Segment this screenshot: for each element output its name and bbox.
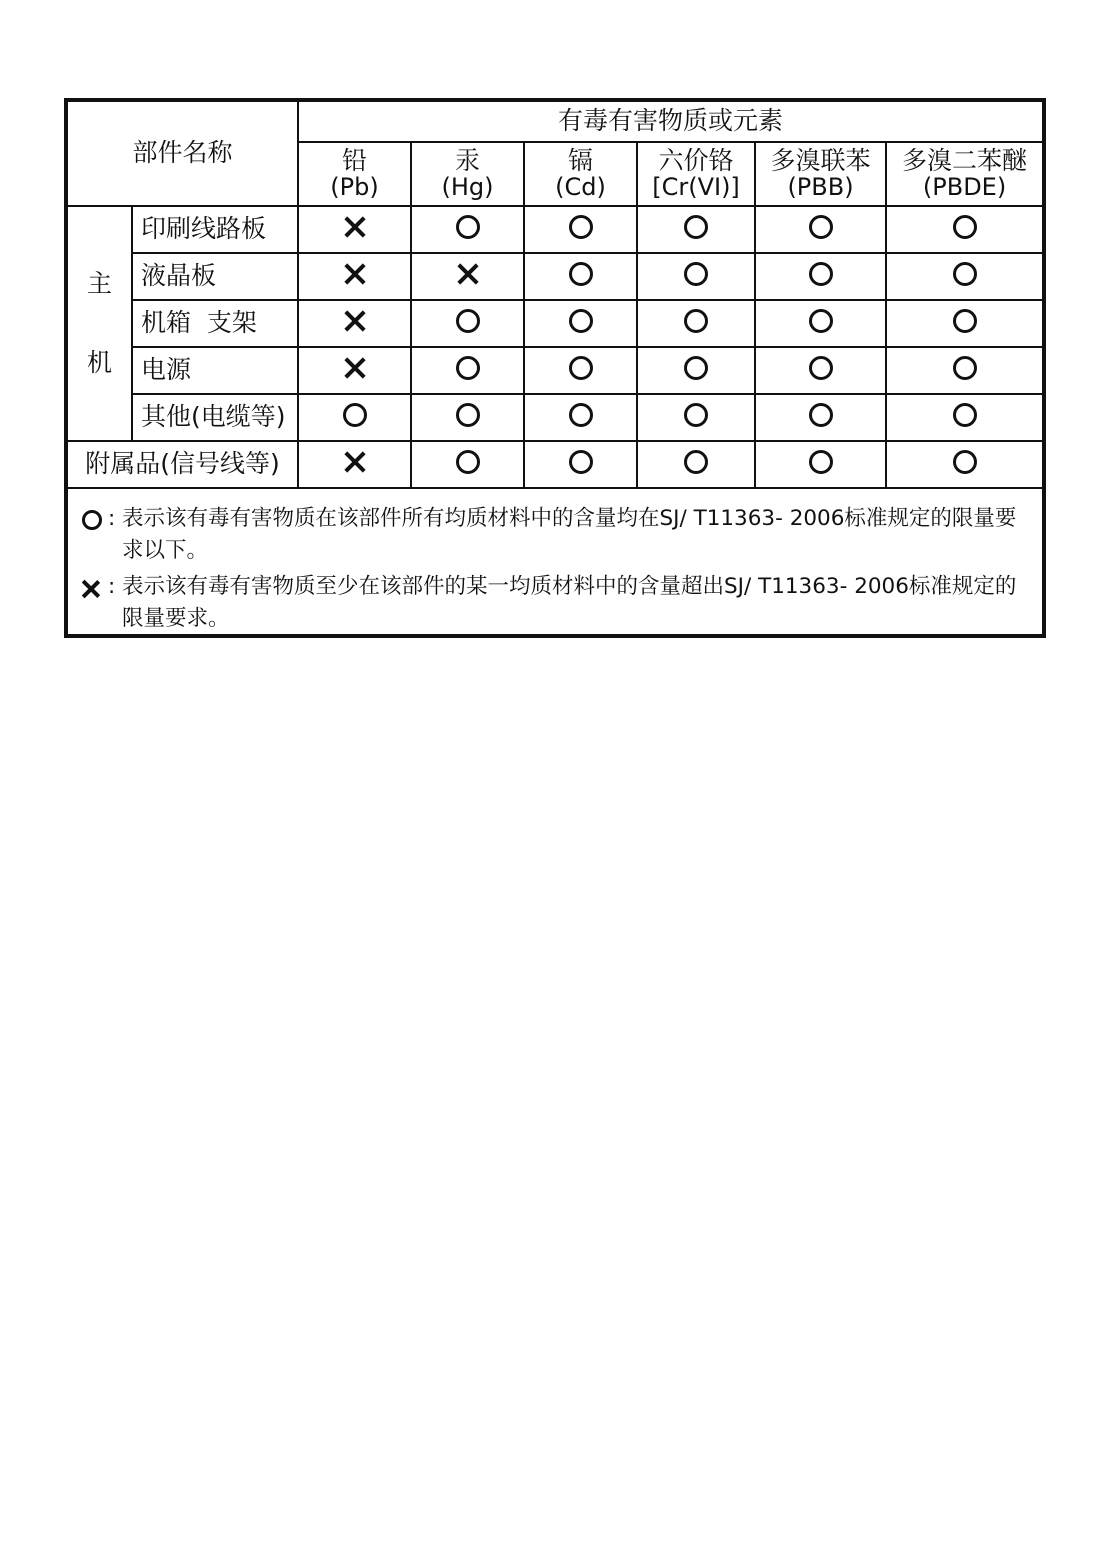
mark-cell bbox=[886, 347, 1042, 394]
mark-cell bbox=[637, 206, 755, 253]
mark-cell bbox=[886, 206, 1042, 253]
circle-mark-icon bbox=[343, 403, 367, 427]
circle-mark-icon bbox=[684, 450, 708, 474]
element-header-cd: 镉 (Cd) bbox=[524, 142, 637, 206]
mark-cell bbox=[298, 253, 411, 300]
circle-mark-icon bbox=[684, 403, 708, 427]
mark-cell bbox=[637, 253, 755, 300]
mark-cell bbox=[411, 300, 524, 347]
mark-cell bbox=[755, 394, 886, 441]
circle-mark-icon bbox=[953, 356, 977, 380]
mark-cell bbox=[886, 253, 1042, 300]
mark-cell bbox=[298, 300, 411, 347]
mark-cell bbox=[524, 253, 637, 300]
circle-mark-icon bbox=[809, 262, 833, 286]
table-row bbox=[68, 394, 1042, 441]
part-name: 机箱 支架 bbox=[132, 300, 298, 347]
element-header-pbde: 多溴二苯醚 (PBDE) bbox=[886, 142, 1042, 206]
circle-mark-icon bbox=[569, 309, 593, 333]
mark-cell bbox=[411, 206, 524, 253]
mark-cell bbox=[755, 441, 886, 488]
element-header-cr6: 六价铬 [Cr(VI)] bbox=[637, 142, 755, 206]
mark-cell bbox=[411, 253, 524, 300]
circle-mark-icon bbox=[569, 215, 593, 239]
element-header-pb: 铅 (Pb) bbox=[298, 142, 411, 206]
circle-mark-icon bbox=[953, 403, 977, 427]
circle-mark-icon bbox=[953, 450, 977, 474]
cross-mark-icon bbox=[344, 216, 366, 238]
mark-cell bbox=[298, 347, 411, 394]
mark-cell bbox=[637, 347, 755, 394]
cross-mark-icon bbox=[344, 310, 366, 332]
table-row bbox=[68, 347, 1042, 394]
element-header-pbb: 多溴联苯 (PBB) bbox=[755, 142, 886, 206]
mark-cell bbox=[411, 441, 524, 488]
element-header-hg: 汞 (Hg) bbox=[411, 142, 524, 206]
mark-cell bbox=[886, 300, 1042, 347]
main-unit-label: 主 机 bbox=[68, 206, 132, 441]
legend-circle-text: 表示该有毒有害物质在该部件所有均质材料中的含量均在SJ/ T11363- 2006标准规定的限量要求以下。 bbox=[122, 506, 1017, 563]
mark-cell bbox=[298, 394, 411, 441]
table-row bbox=[68, 206, 1042, 253]
circle-mark-icon bbox=[456, 215, 480, 239]
circle-mark-icon bbox=[456, 309, 480, 333]
circle-mark-icon bbox=[809, 356, 833, 380]
circle-mark-icon bbox=[569, 403, 593, 427]
accessory-part-name: 附属品(信号线等) bbox=[68, 441, 298, 488]
part-name: 其他(电缆等) bbox=[132, 394, 298, 441]
mark-cell bbox=[524, 394, 637, 441]
legend-circle-note: : 表示该有毒有害物质在该部件所有均质材料中的含量均在SJ/ T11363- 2006标准规定的限量要求以下。 bbox=[82, 503, 1032, 567]
circle-mark-icon bbox=[684, 356, 708, 380]
circle-mark-icon bbox=[456, 356, 480, 380]
circle-mark-icon bbox=[684, 309, 708, 333]
part-name: 液晶板 bbox=[132, 253, 298, 300]
mark-cell bbox=[637, 441, 755, 488]
circle-mark-icon bbox=[569, 450, 593, 474]
mark-cell bbox=[298, 206, 411, 253]
table-row bbox=[68, 253, 1042, 300]
mark-cell bbox=[886, 394, 1042, 441]
mark-cell bbox=[524, 347, 637, 394]
cross-mark-icon bbox=[344, 357, 366, 379]
circle-mark-icon bbox=[456, 403, 480, 427]
mark-cell bbox=[524, 441, 637, 488]
mark-cell bbox=[298, 441, 411, 488]
part-name: 电源 bbox=[132, 347, 298, 394]
mark-cell bbox=[755, 253, 886, 300]
hazardous-substances-table bbox=[68, 102, 1042, 489]
part-name: 印刷线路板 bbox=[132, 206, 298, 253]
circle-mark-icon bbox=[809, 403, 833, 427]
circle-mark-icon bbox=[953, 309, 977, 333]
hazardous-substances-table-frame bbox=[64, 98, 1046, 638]
circle-mark-icon bbox=[953, 262, 977, 286]
cross-icon bbox=[82, 571, 108, 608]
mark-cell bbox=[411, 394, 524, 441]
circle-icon bbox=[82, 503, 108, 540]
mark-cell bbox=[755, 206, 886, 253]
circle-mark-icon bbox=[809, 450, 833, 474]
mark-cell bbox=[637, 394, 755, 441]
circle-mark-icon bbox=[569, 356, 593, 380]
legend-cross-note: : 表示该有毒有害物质至少在该部件的某一均质材料中的含量超出SJ/ T11363- 2006标准规定的限量要求。 bbox=[82, 571, 1032, 635]
circle-mark-icon bbox=[684, 262, 708, 286]
legend-cross-text: 表示该有毒有害物质至少在该部件的某一均质材料中的含量超出SJ/ T11363- 2006标准规定的限量要求。 bbox=[122, 574, 1017, 631]
circle-mark-icon bbox=[569, 262, 593, 286]
circle-mark-icon bbox=[809, 215, 833, 239]
mark-cell bbox=[755, 347, 886, 394]
mark-cell bbox=[886, 441, 1042, 488]
circle-mark-icon bbox=[953, 215, 977, 239]
legend-notes bbox=[82, 503, 1032, 639]
mark-cell bbox=[411, 347, 524, 394]
substance-header: 有毒有害物质或元素 bbox=[298, 102, 1042, 142]
circle-mark-icon bbox=[809, 309, 833, 333]
circle-mark-icon bbox=[684, 215, 708, 239]
cross-mark-icon bbox=[344, 451, 366, 473]
cross-mark-icon bbox=[457, 263, 479, 285]
circle-mark-icon bbox=[456, 450, 480, 474]
cross-mark-icon bbox=[344, 263, 366, 285]
mark-cell bbox=[755, 300, 886, 347]
part-name-header: 部件名称 bbox=[68, 102, 298, 206]
table-row bbox=[68, 300, 1042, 347]
mark-cell bbox=[524, 206, 637, 253]
mark-cell bbox=[637, 300, 755, 347]
table-row bbox=[68, 441, 1042, 488]
mark-cell bbox=[524, 300, 637, 347]
